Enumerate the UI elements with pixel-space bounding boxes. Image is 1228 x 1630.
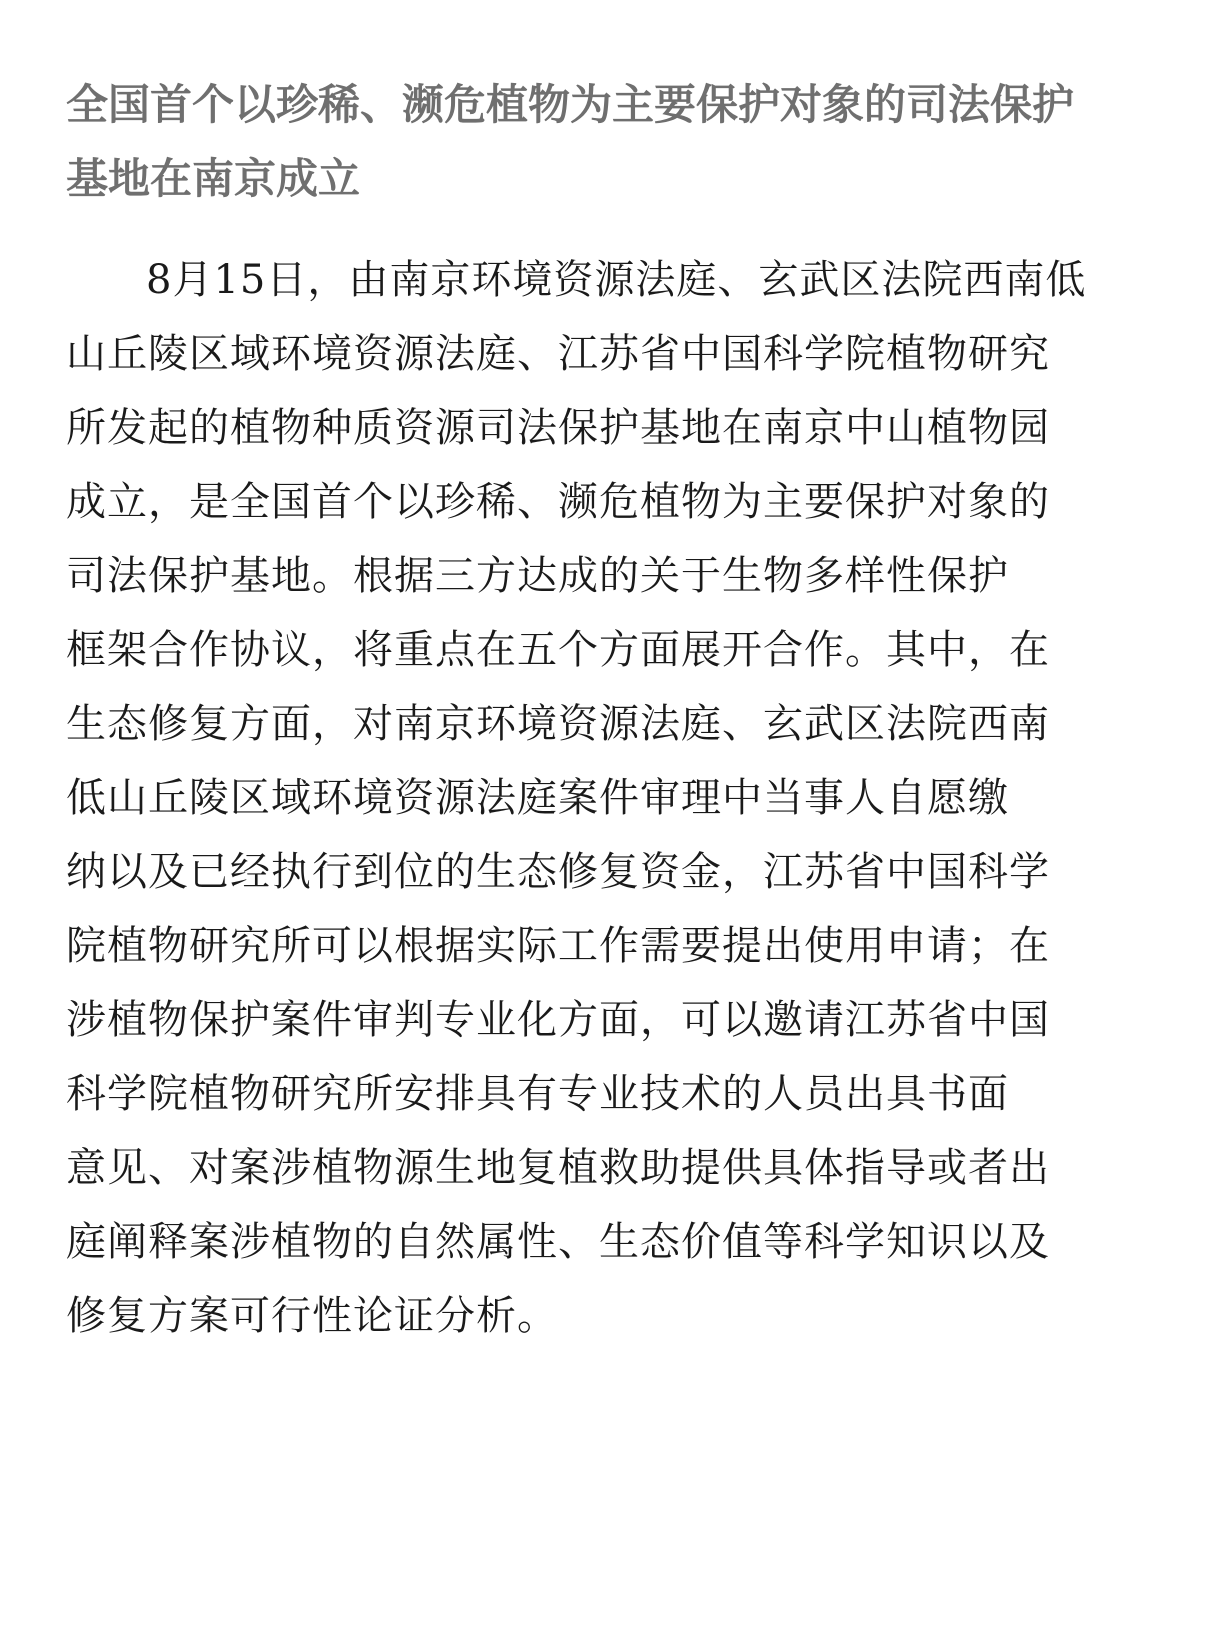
article-title-line-2: 基地在南京成立	[66, 154, 361, 203]
body-line-1: 8月15日，由南京环境资源法庭、玄武区法院西南低	[146, 257, 1087, 303]
body-line-11: 涉植物保护案件审判专业化方面，可以邀请江苏省中国	[66, 997, 1050, 1043]
body-line-5: 司法保护基地。根据三方达成的关于生物多样性保护	[66, 553, 1009, 599]
body-line-9: 纳以及已经执行到位的生态修复资金，江苏省中国科学	[66, 849, 1050, 895]
body-line-12: 科学院植物研究所安排具有专业技术的人员出具书面	[66, 1071, 1009, 1117]
body-line-8: 低山丘陵区域环境资源法庭案件审理中当事人自愿缴	[66, 775, 1009, 821]
body-line-7: 生态修复方面，对南京环境资源法庭、玄武区法院西南	[66, 701, 1050, 747]
body-line-13: 意见、对案涉植物源生地复植救助提供具体指导或者出	[66, 1145, 1050, 1191]
body-line-10: 院植物研究所可以根据实际工作需要提出使用申请；在	[66, 923, 1050, 969]
body-line-4: 成立，是全国首个以珍稀、濒危植物为主要保护对象的	[66, 479, 1050, 525]
body-line-6: 框架合作协议，将重点在五个方面展开合作。其中，在	[66, 627, 1050, 673]
body-line-2: 山丘陵区域环境资源法庭、江苏省中国科学院植物研究	[66, 331, 1050, 377]
body-line-14: 庭阐释案涉植物的自然属性、生态价值等科学知识以及	[66, 1219, 1050, 1265]
body-line-3: 所发起的植物种质资源司法保护基地在南京中山植物园	[66, 405, 1050, 451]
body-line-15: 修复方案可行性论证分析。	[66, 1293, 558, 1339]
article-title-line-1: 全国首个以珍稀、濒危植物为主要保护对象的司法保护	[66, 80, 1075, 129]
